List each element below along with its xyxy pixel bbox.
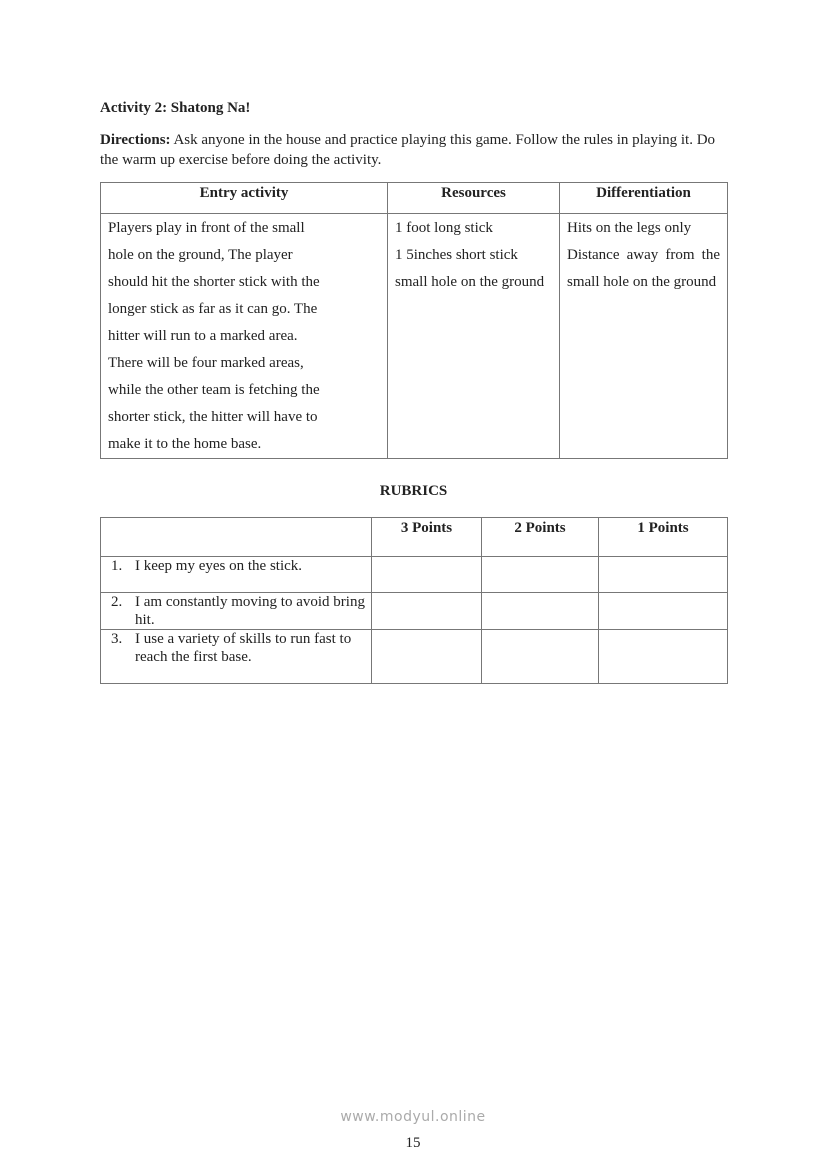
- table-header-row: [101, 183, 728, 214]
- rubric-criterion: [101, 593, 372, 630]
- score-cell-2: [482, 593, 599, 630]
- activity-table: [100, 182, 728, 459]
- rubrics-title: RUBRICS: [379, 483, 448, 499]
- header-1-points: 1 Points: [599, 518, 728, 557]
- header-3-points: 3 Points: [372, 518, 482, 557]
- rubrics-table: [100, 517, 728, 684]
- activity-title: Activity 2: Shatong Na!: [100, 100, 251, 116]
- directions-text: Ask anyone in the house and practice playing this game. Follow the rules in playing it. Do the warm up exercise before doing the activity.: [100, 132, 716, 168]
- score-cell-2: [482, 557, 599, 593]
- header-2-points: 2 Points: [482, 518, 599, 557]
- entry-line: hitter will run to a marked area.: [108, 328, 298, 344]
- rubric-criterion: [101, 557, 372, 593]
- item-text: I keep my eyes on the stick.: [135, 558, 303, 574]
- table-row: [101, 214, 728, 459]
- directions: [100, 130, 727, 170]
- item-number: 2.: [111, 594, 123, 610]
- entry-line: There will be four marked areas,: [108, 355, 304, 371]
- table-row: [101, 593, 728, 630]
- resource-line: small hole on the ground: [395, 274, 545, 290]
- header-criteria: [101, 518, 372, 557]
- table-row: [101, 557, 728, 593]
- entry-line: make it to the home base.: [108, 436, 262, 452]
- page-content: [100, 98, 727, 684]
- entry-line: longer stick as far as it can go. The: [108, 301, 318, 317]
- differentiation-line: Distance away from the small hole on the ground: [567, 247, 720, 290]
- table-row: [101, 630, 728, 684]
- rubric-criterion: [101, 630, 372, 684]
- entry-line: shorter stick, the hitter will have to: [108, 409, 318, 425]
- score-cell-2: [482, 630, 599, 684]
- entry-line: hole on the ground, The player: [108, 247, 293, 263]
- resource-line: 1 foot long stick: [395, 220, 493, 236]
- score-cell-1: [599, 557, 728, 593]
- entry-activity-cell: [101, 214, 388, 459]
- header-entry-activity: Entry activity: [101, 183, 388, 214]
- score-cell-3: [372, 630, 482, 684]
- resources-cell: [388, 214, 560, 459]
- score-cell-3: [372, 593, 482, 630]
- header-differentiation: Differentiation: [560, 183, 728, 214]
- resource-line: 1 5inches short stick: [395, 247, 518, 263]
- score-cell-3: [372, 557, 482, 593]
- item-number: 1.: [111, 558, 123, 574]
- entry-line: Players play in front of the small: [108, 220, 305, 236]
- header-resources: Resources: [388, 183, 560, 214]
- score-cell-1: [599, 630, 728, 684]
- watermark: www.modyul.online: [340, 1109, 486, 1125]
- score-cell-1: [599, 593, 728, 630]
- item-text: I am constantly moving to avoid bring hit.: [135, 594, 365, 628]
- page-number: 15: [405, 1135, 421, 1151]
- entry-line: while the other team is fetching the: [108, 382, 320, 398]
- differentiation-cell: [560, 214, 728, 459]
- item-text: I use a variety of skills to run fast to reach the first base.: [135, 631, 352, 665]
- entry-line: should hit the shorter stick with the: [108, 274, 320, 290]
- item-number: 3.: [111, 631, 123, 647]
- differentiation-line: Hits on the legs only: [567, 220, 692, 236]
- directions-label: Directions:: [100, 132, 171, 148]
- rubrics-header-row: [101, 518, 728, 557]
